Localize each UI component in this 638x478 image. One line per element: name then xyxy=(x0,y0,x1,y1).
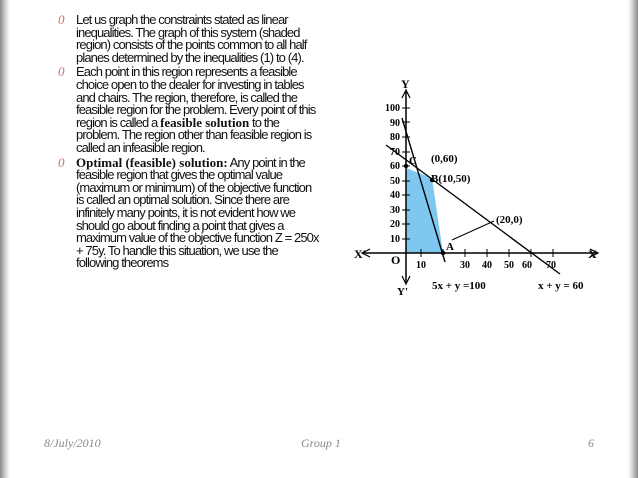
footer-date: 8/July/2010 xyxy=(44,436,101,450)
point-b-label: B(10,50) xyxy=(431,173,471,185)
y-tick-label: 80 xyxy=(390,132,400,143)
origin-label: O xyxy=(391,253,401,267)
bullet-text: Any point in the feasible region that gives the optimal value (maximum or minimum) of the objective function is called an optimal solution. Since there are infinitely many points, it is not evident how we should go about finding a point that gives a maximum value of the objective function Z = 250x + 75y. To handle this situation, we use the following theorems xyxy=(76,154,319,271)
y-tick-label: 50 xyxy=(390,176,400,187)
bullet-text: Let us graph the constraints stated as linear inequalities. The graph of this system (shaded region) consists of the points common to all half planes determined by the inequalities (1) to (4). xyxy=(76,12,307,65)
point-c xyxy=(404,164,408,168)
x-tick-label: 60 xyxy=(522,260,532,271)
bullet-marker: 0 xyxy=(58,154,65,170)
x-prime-axis-label: X' xyxy=(354,247,366,261)
y-tick-label: 100 xyxy=(385,103,400,114)
x-tick-labels xyxy=(416,260,556,271)
x-axis-label: X xyxy=(588,247,597,261)
y-tick-label: 60 xyxy=(390,161,400,172)
point-20-0 xyxy=(441,251,445,255)
x-tick-label: 10 xyxy=(416,260,426,271)
line-5x-label: 5x + y =100 xyxy=(432,280,486,292)
point-c-label: C xyxy=(409,155,417,167)
y-tick-labels xyxy=(385,103,400,245)
y-prime-axis-label: Y' xyxy=(397,286,408,298)
point-a-coord-pointer xyxy=(452,221,494,240)
x-tick-label: 70 xyxy=(546,260,556,271)
y-tick-label: 20 xyxy=(390,219,400,230)
bullet-text: to the problem. The region other than feasible region is called an infeasible region. xyxy=(76,114,312,155)
line-x-y-label: x + y = 60 xyxy=(538,280,584,292)
y-tick-label: 30 xyxy=(390,205,400,216)
bullet-bold-term: Optimal (feasible) solution: xyxy=(76,154,228,170)
y-tick-label: 90 xyxy=(390,118,400,129)
y-tick-label: 10 xyxy=(390,234,400,245)
y-tick-label: 40 xyxy=(390,190,400,201)
point-a-coord: (20,0) xyxy=(496,214,523,226)
point-a-label: A xyxy=(446,241,454,253)
point-c-coord: (0,60) xyxy=(431,153,458,165)
footer-page-number: 6 xyxy=(588,436,594,450)
y-axis-label: Y xyxy=(401,77,410,91)
y-tick-label: 70 xyxy=(390,147,400,158)
bullet-marker: 0 xyxy=(58,64,65,80)
bullet-text: Each point in this region represents a feasible choice open to the dealer for investing in tables and chairs. The region, therefore, is called the feasible region for the problem. Every point of this region is called a xyxy=(76,64,316,130)
bullet-bold-term: feasible solution xyxy=(160,114,250,130)
footer-group: Group 1 xyxy=(301,436,341,450)
bullet-marker: 0 xyxy=(58,12,65,27)
x-tick-label: 40 xyxy=(482,260,492,271)
x-tick-label: 30 xyxy=(460,260,470,271)
x-tick-label: 50 xyxy=(504,260,514,271)
